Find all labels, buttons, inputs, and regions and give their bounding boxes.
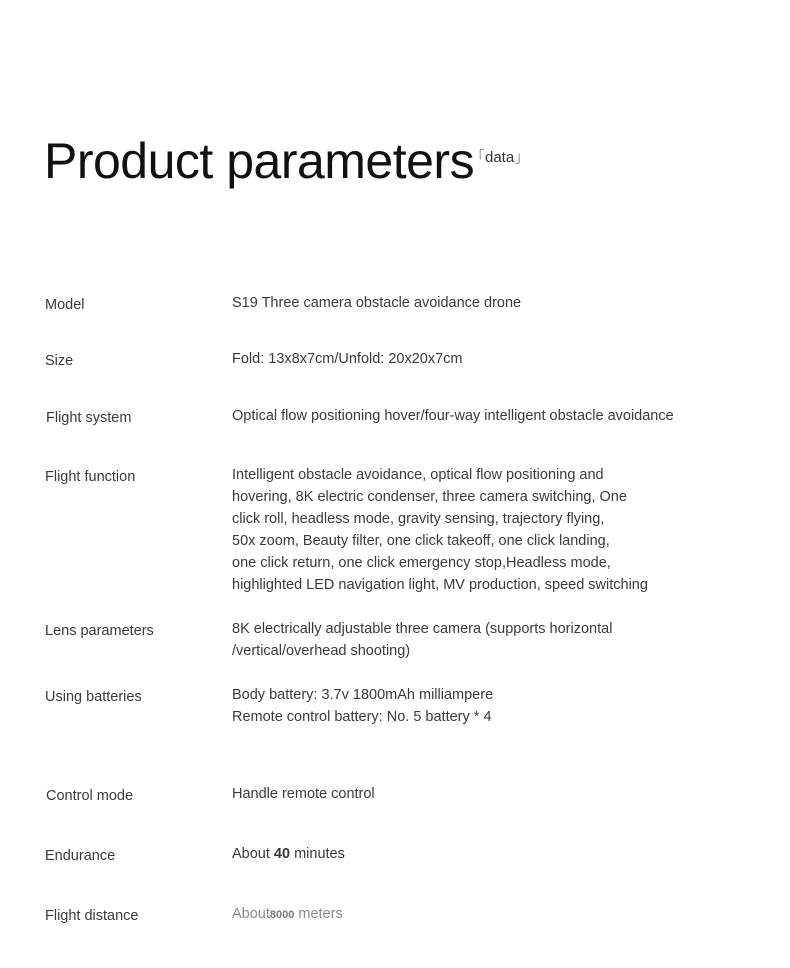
value-suffix: meters	[294, 906, 343, 922]
param-label: Size	[45, 353, 74, 369]
page-title: Product parameters	[44, 133, 475, 189]
param-value-line: Handle remote control	[232, 786, 375, 802]
param-value	[232, 292, 752, 314]
param-value	[232, 843, 752, 865]
param-value-line: 50x zoom, Beauty filter, one click takeoff, one click landing,	[232, 533, 610, 549]
param-label: Model	[45, 297, 85, 313]
param-value-line: hovering, 8K electric condenser, three camera switching, One	[232, 489, 627, 505]
param-label: Control mode	[46, 788, 134, 804]
param-label: Using batteries	[45, 689, 142, 705]
title-tag: 「data」	[470, 149, 530, 166]
param-label: Flight function	[45, 469, 136, 485]
param-label: Flight distance	[45, 908, 139, 924]
param-value	[232, 684, 752, 728]
value-number: 8000	[269, 909, 295, 921]
param-value-line: Remote control battery: No. 5 battery * 4	[232, 709, 492, 725]
param-value-line: highlighted LED navigation light, MV production, speed switching	[232, 577, 648, 593]
value-number: 40	[273, 846, 291, 862]
param-value	[232, 618, 752, 662]
param-value	[232, 903, 752, 926]
value-prefix: About	[232, 906, 270, 922]
param-value-line: click roll, headless mode, gravity sensing, trajectory flying,	[232, 511, 605, 527]
param-value-line: Optical flow positioning hover/four-way intelligent obstacle avoidance	[232, 408, 674, 424]
param-label: Flight system	[46, 410, 132, 426]
param-value	[232, 405, 752, 427]
param-value	[232, 464, 752, 596]
param-value	[232, 348, 752, 370]
param-value-line	[232, 843, 752, 865]
param-value-line: S19 Three camera obstacle avoidance drone	[232, 295, 522, 311]
value-prefix: About	[232, 846, 274, 862]
param-value	[232, 783, 752, 805]
param-value-line: one click return, one click emergency stop,Headless mode,	[232, 555, 611, 571]
param-value-line: Body battery: 3.7v 1800mAh milliampere	[232, 687, 494, 703]
value-suffix: minutes	[290, 846, 345, 862]
param-value-line: 8K electrically adjustable three camera (supports horizontal	[232, 621, 613, 637]
param-label: Endurance	[45, 848, 116, 864]
param-value-line: /vertical/overhead shooting)	[232, 643, 411, 659]
param-value-line: Intelligent obstacle avoidance, optical flow positioning and	[232, 467, 604, 483]
param-value-line	[232, 903, 752, 926]
param-value-line: Fold: 13x8x7cm/Unfold: 20x20x7cm	[232, 351, 463, 367]
param-label: Lens parameters	[45, 623, 154, 639]
